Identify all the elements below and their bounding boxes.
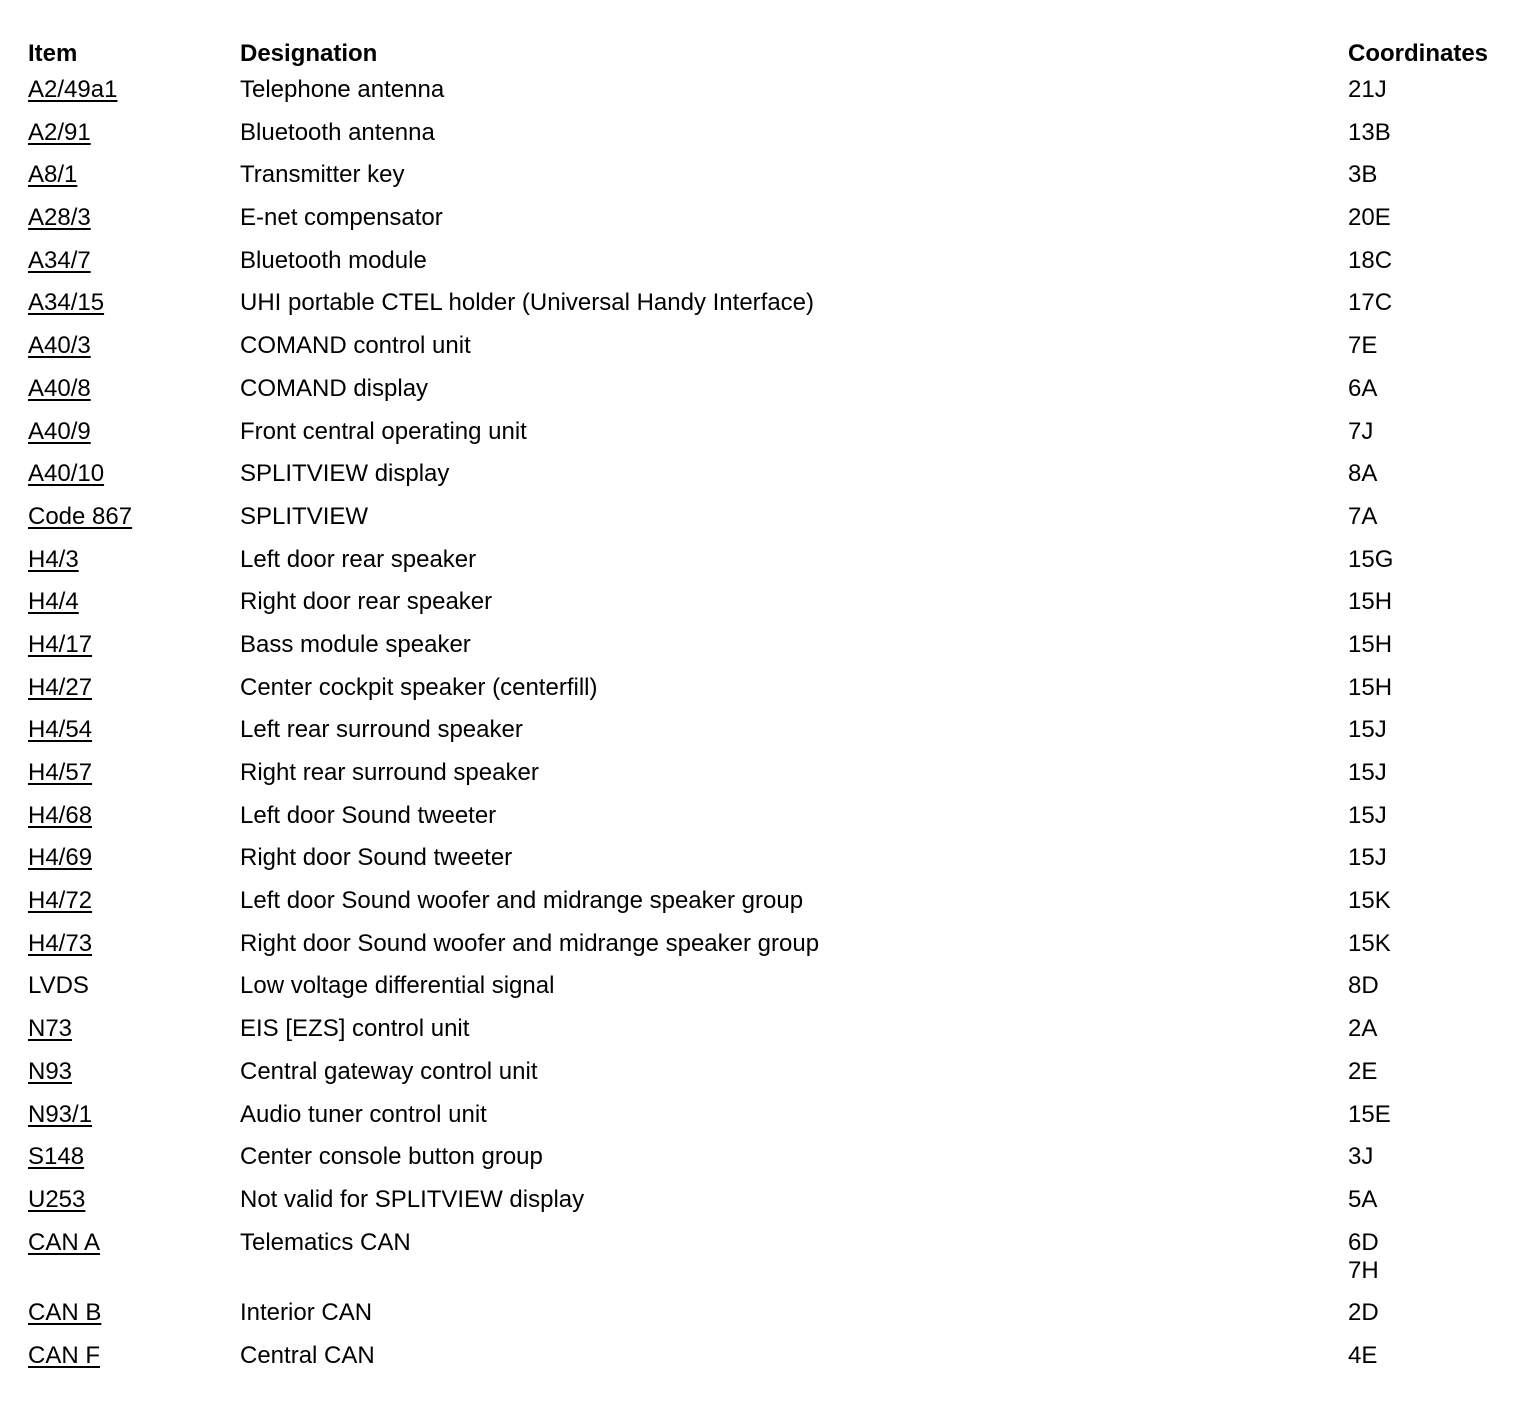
coordinates-cell <box>1348 247 1508 290</box>
coordinates-cell <box>1348 1186 1508 1229</box>
coordinates-cell <box>1348 332 1508 375</box>
coordinate-value: 20E <box>1348 204 1391 232</box>
item-link[interactable]: A8/1 <box>28 161 78 189</box>
coordinate-value: 3J <box>1348 1143 1374 1171</box>
header-coordinates: Coordinates <box>1348 40 1489 67</box>
item-cell <box>28 631 240 674</box>
table-row <box>28 631 1508 674</box>
item-link[interactable]: CAN A <box>28 1228 101 1256</box>
item-cell <box>28 844 240 887</box>
coordinates-cell <box>1348 674 1508 717</box>
coordinate-value: 15H <box>1348 630 1393 658</box>
coordinate-value: 7J <box>1348 417 1374 445</box>
table-row <box>28 1015 1508 1058</box>
coordinate-value: 8A <box>1348 460 1378 488</box>
item-cell <box>28 332 240 375</box>
table-row <box>28 1101 1508 1144</box>
table-row <box>28 887 1508 930</box>
coordinate-value: 15H <box>1348 588 1393 616</box>
coordinate-value: 2E <box>1348 1057 1378 1085</box>
coordinate-value: 18C <box>1348 246 1393 274</box>
coordinates-cell <box>1348 1058 1508 1101</box>
item-link[interactable]: U253 <box>28 1185 86 1213</box>
table-row <box>28 674 1508 717</box>
header-item: Item <box>28 40 78 67</box>
item-link[interactable]: H4/73 <box>28 929 93 957</box>
item-cell <box>28 503 240 546</box>
designation-cell: EIS [EZS] control unit <box>240 1015 470 1043</box>
table-row <box>28 546 1508 589</box>
item-link[interactable]: H4/27 <box>28 673 93 701</box>
coordinate-value: 17C <box>1348 289 1393 317</box>
designation-cell: Audio tuner control unit <box>240 1100 487 1128</box>
table-row <box>28 844 1508 887</box>
table-row <box>28 76 1508 119</box>
coordinates-cell <box>1348 119 1508 162</box>
item-link[interactable]: CAN B <box>28 1299 102 1327</box>
item-link[interactable]: A2/91 <box>28 118 91 146</box>
coordinate-value: 21J <box>1348 76 1387 103</box>
coordinates-cell <box>1348 418 1508 461</box>
header-row <box>28 34 1508 76</box>
table-row <box>28 119 1508 162</box>
coordinates-cell <box>1348 1342 1508 1385</box>
coordinate-value: 7H <box>1348 1256 1379 1284</box>
designation-cell: Telematics CAN <box>240 1228 411 1256</box>
designation-cell: Not valid for SPLITVIEW display <box>240 1185 585 1213</box>
designation-cell: COMAND display <box>240 374 429 402</box>
coordinates-cell <box>1348 930 1508 973</box>
item-cell <box>28 1229 240 1300</box>
designation-cell: Left rear surround speaker <box>240 716 523 744</box>
table-row <box>28 972 1508 1015</box>
coordinate-value: 15G <box>1348 545 1394 573</box>
item-cell <box>28 588 240 631</box>
designation-cell: Low voltage differential signal <box>240 972 555 1000</box>
item-link[interactable]: A34/15 <box>28 289 105 317</box>
designation-cell: Right rear surround speaker <box>240 759 539 786</box>
item-link[interactable]: H4/17 <box>28 630 93 658</box>
coordinates-cell <box>1348 161 1508 204</box>
table-row <box>28 1342 1508 1385</box>
item-link[interactable]: N73 <box>28 1015 73 1043</box>
coordinate-value: 15J <box>1348 759 1387 786</box>
item-link[interactable]: H4/72 <box>28 887 93 915</box>
item-cell <box>28 1143 240 1186</box>
coordinate-value: 3B <box>1348 161 1378 189</box>
item-link[interactable]: H4/57 <box>28 759 93 786</box>
item-cell <box>28 247 240 290</box>
coordinates-cell <box>1348 1299 1508 1342</box>
table-row <box>28 802 1508 845</box>
coordinates-cell <box>1348 716 1508 759</box>
item-link[interactable]: A28/3 <box>28 204 91 232</box>
item-cell <box>28 418 240 461</box>
item-link[interactable]: H4/54 <box>28 716 93 744</box>
item-label: LVDS <box>28 972 89 1000</box>
coordinate-value: 15J <box>1348 716 1387 744</box>
coordinates-cell <box>1348 631 1508 674</box>
item-cell <box>28 930 240 973</box>
item-link[interactable]: H4/68 <box>28 801 93 829</box>
coordinates-cell <box>1348 76 1508 119</box>
item-cell <box>28 1015 240 1058</box>
designation-cell: Interior CAN <box>240 1299 373 1327</box>
designation-cell: Center console button group <box>240 1143 543 1171</box>
designation-cell: Bass module speaker <box>240 630 471 658</box>
item-link[interactable]: N93/1 <box>28 1100 93 1128</box>
item-link[interactable]: CAN F <box>28 1341 100 1369</box>
coordinate-value: 2D <box>1348 1299 1379 1327</box>
item-cell <box>28 972 240 1015</box>
table-row <box>28 460 1508 503</box>
item-cell <box>28 119 240 162</box>
designation-cell: Right door Sound woofer and midrange speaker group <box>240 929 820 957</box>
coordinates-cell <box>1348 759 1508 802</box>
table-row <box>28 1299 1508 1342</box>
table-row <box>28 1143 1508 1186</box>
item-cell <box>28 1101 240 1144</box>
item-cell <box>28 546 240 589</box>
table-row <box>28 930 1508 973</box>
item-cell <box>28 1186 240 1229</box>
coordinates-cell <box>1348 1015 1508 1058</box>
table-row <box>28 289 1508 332</box>
designation-cell: Transmitter key <box>240 161 405 189</box>
item-cell <box>28 802 240 845</box>
coordinate-value: 6A <box>1348 374 1378 402</box>
designation-cell: Left door rear speaker <box>240 545 477 573</box>
table-row <box>28 759 1508 802</box>
designation-cell: Bluetooth antenna <box>240 118 435 146</box>
designation-cell: Left door Sound woofer and midrange speaker group <box>240 887 804 915</box>
coordinates-cell <box>1348 802 1508 845</box>
table-row <box>28 204 1508 247</box>
coordinate-value: 15K <box>1348 929 1391 957</box>
coordinate-value: 2A <box>1348 1015 1378 1043</box>
item-link[interactable]: A40/8 <box>28 374 91 402</box>
table-row <box>28 716 1508 759</box>
item-cell <box>28 759 240 802</box>
coordinate-value: 15H <box>1348 673 1393 701</box>
designation-cell: Center cockpit speaker (centerfill) <box>240 673 598 701</box>
item-cell <box>28 716 240 759</box>
item-link[interactable]: A40/3 <box>28 332 91 360</box>
item-link[interactable]: A40/9 <box>28 417 91 445</box>
item-link[interactable]: N93 <box>28 1057 73 1085</box>
item-cell <box>28 76 240 119</box>
coordinate-value: 15K <box>1348 887 1391 915</box>
table-header <box>28 34 1508 76</box>
coordinate-value: 8D <box>1348 972 1379 1000</box>
item-cell <box>28 204 240 247</box>
coordinate-value: 7A <box>1348 502 1378 530</box>
designation-cell: SPLITVIEW <box>240 502 369 530</box>
coordinate-value: 6D <box>1348 1228 1379 1256</box>
designation-cell: Right door rear speaker <box>240 588 493 616</box>
coordinates-cell <box>1348 844 1508 887</box>
designation-cell: Bluetooth module <box>240 246 427 274</box>
coordinates-cell <box>1348 546 1508 589</box>
item-cell <box>28 161 240 204</box>
designation-cell: Central CAN <box>240 1341 375 1369</box>
table-row <box>28 1229 1508 1300</box>
coordinates-cell <box>1348 204 1508 247</box>
table-row <box>28 161 1508 204</box>
item-link[interactable]: A2/49a1 <box>28 76 118 103</box>
item-cell <box>28 289 240 332</box>
designation-cell: Right door Sound tweeter <box>240 844 513 872</box>
table-row <box>28 418 1508 461</box>
item-cell <box>28 887 240 930</box>
coordinates-cell <box>1348 972 1508 1015</box>
item-cell <box>28 375 240 418</box>
designation-cell: SPLITVIEW display <box>240 460 450 488</box>
item-link[interactable]: H4/69 <box>28 844 93 872</box>
item-link[interactable]: A40/10 <box>28 460 105 488</box>
table-row <box>28 332 1508 375</box>
coordinates-cell <box>1348 1229 1508 1300</box>
coordinates-cell <box>1348 289 1508 332</box>
coordinates-cell <box>1348 375 1508 418</box>
designation-cell: UHI portable CTEL holder (Universal Handy Interface) <box>240 289 815 317</box>
item-link[interactable]: Code 867 <box>28 502 133 530</box>
table-row <box>28 588 1508 631</box>
item-link[interactable]: S148 <box>28 1143 85 1171</box>
item-link[interactable]: H4/3 <box>28 545 79 573</box>
coordinate-value: 5A <box>1348 1185 1378 1213</box>
coordinates-cell <box>1348 460 1508 503</box>
coordinate-value: 15J <box>1348 801 1387 829</box>
item-cell <box>28 1299 240 1342</box>
coordinates-cell <box>1348 887 1508 930</box>
coordinates-cell <box>1348 1143 1508 1186</box>
coordinates-cell <box>1348 503 1508 546</box>
table-row <box>28 1058 1508 1101</box>
item-cell <box>28 1058 240 1101</box>
coordinate-value: 7E <box>1348 332 1378 360</box>
designation-cell: Telephone antenna <box>240 76 445 103</box>
item-cell <box>28 1342 240 1385</box>
table-row <box>28 375 1508 418</box>
designation-cell: Left door Sound tweeter <box>240 801 497 829</box>
designation-cell: E-net compensator <box>240 204 443 232</box>
designation-cell: Front central operating unit <box>240 417 527 445</box>
item-link[interactable]: H4/4 <box>28 588 79 616</box>
header-designation: Designation <box>240 40 378 67</box>
coordinates-cell <box>1348 588 1508 631</box>
table-row <box>28 1186 1508 1229</box>
coordinate-value: 15E <box>1348 1100 1391 1128</box>
designation-cell: Central gateway control unit <box>240 1057 538 1085</box>
coordinate-value: 15J <box>1348 844 1387 872</box>
table-row <box>28 247 1508 290</box>
coordinate-value: 4E <box>1348 1341 1378 1369</box>
item-link[interactable]: A34/7 <box>28 246 91 274</box>
item-cell <box>28 460 240 503</box>
coordinate-value: 13B <box>1348 118 1391 146</box>
designation-cell: COMAND control unit <box>240 332 471 360</box>
table-body <box>28 76 1508 1385</box>
item-cell <box>28 674 240 717</box>
coordinates-cell <box>1348 1101 1508 1144</box>
table-row <box>28 503 1508 546</box>
component-legend-table <box>28 34 1508 1385</box>
